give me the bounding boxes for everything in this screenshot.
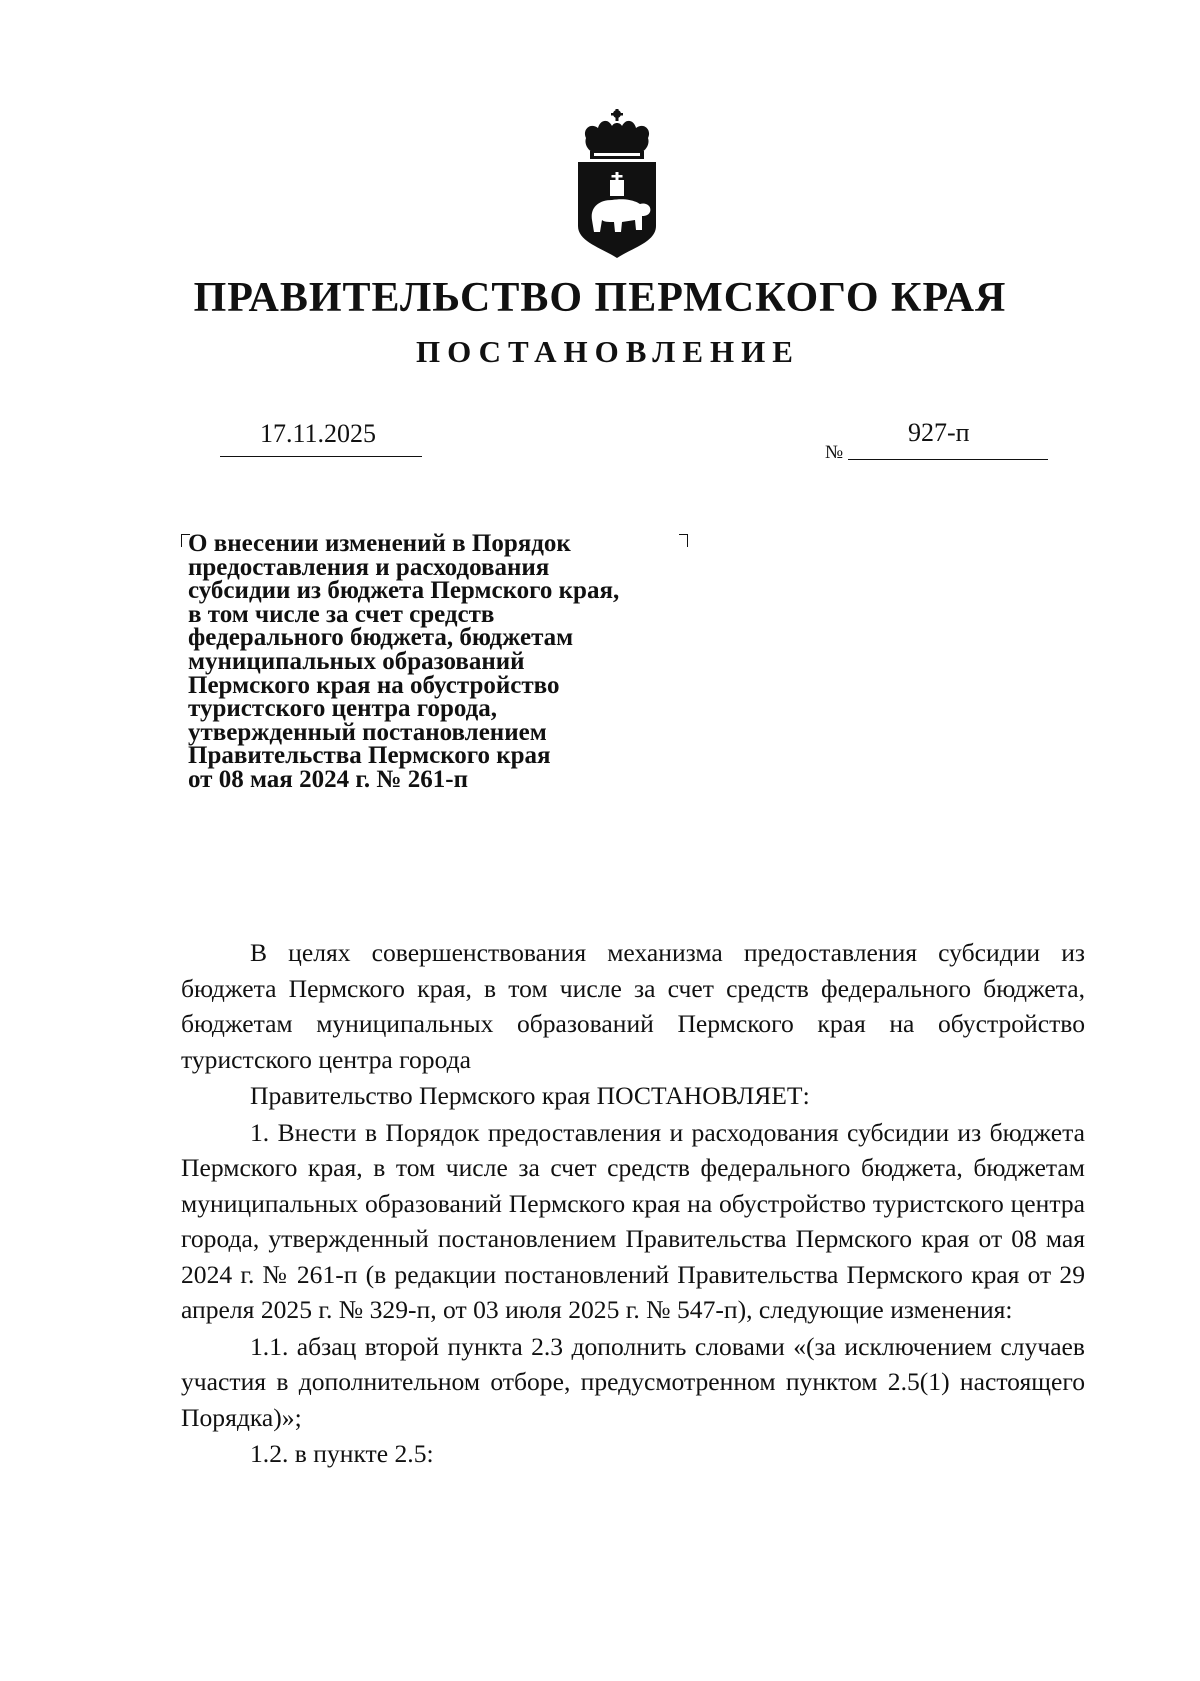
subject-line: Пермского края на обустройство	[188, 671, 560, 699]
subject-line: муниципальных образований	[188, 647, 525, 675]
perm-krai-coat-of-arms-icon	[572, 108, 662, 260]
document-subject	[188, 532, 708, 792]
body-paragraph: 1. Внести в Порядок предоставления и расходования субсидии из бюджета Пермского края, в том числе за счет средств федерального бюджета, бюджетам муниципальных образований Пермского края на обустройство туристского центра города, утвержденный постановлением Правительства Пермского края от 08 мая 2024 г. № 261-п (в редакции постановлений Правительства Пермского края от 29 апреля 2025 г. № 329-п, от 03 июля 2025 г. № 547-п), следующие изменения:	[181, 1117, 1085, 1324]
number-sign: №	[825, 442, 844, 463]
subject-line: от 08 мая 2024 г. № 261-п	[188, 765, 468, 793]
subject-line: Правительства Пермского края	[188, 742, 551, 770]
document-type-title: ПОСТАНОВЛЕНИЕ	[416, 334, 800, 369]
document-body	[181, 935, 1085, 1472]
subject-line: О внесении изменений в Порядок	[188, 530, 571, 557]
body-paragraph: В целях совершенствования механизма предоставления субсидии из бюджета Пермского края, в том числе за счет средств федерального бюджета, бюджетам муниципальных образований Пермского края на обустройство туристского центра города	[181, 938, 1085, 1074]
body-paragraph: 1.2. в пункте 2.5:	[250, 1439, 434, 1468]
subject-line: туристского центра города,	[188, 695, 498, 723]
document-date: 17.11.2025	[260, 419, 377, 448]
subject-line: субсидии из бюджета Пермского края,	[188, 577, 620, 605]
body-paragraph: Правительство Пермского края ПОСТАНОВЛЯЕТ:	[250, 1081, 810, 1110]
organization-title: ПРАВИТЕЛЬСТВО ПЕРМСКОГО КРАЯ	[193, 275, 1007, 321]
subject-line: утвержденный постановлением	[188, 718, 547, 746]
document-number: 927-п	[908, 418, 970, 447]
number-underline	[848, 459, 1048, 460]
date-underline	[220, 456, 422, 457]
subject-line: предоставления и расходования	[188, 553, 550, 581]
subject-line: федерального бюджета, бюджетам	[188, 624, 574, 652]
subject-line: в том числе за счет средств	[188, 600, 495, 628]
body-paragraph: 1.1. абзац второй пункта 2.3 дополнить словами «(за исключением случаев участия в дополнительном отборе, предусмотренном пунктом 2.5(1) настоящего Порядка)»;	[181, 1331, 1085, 1432]
